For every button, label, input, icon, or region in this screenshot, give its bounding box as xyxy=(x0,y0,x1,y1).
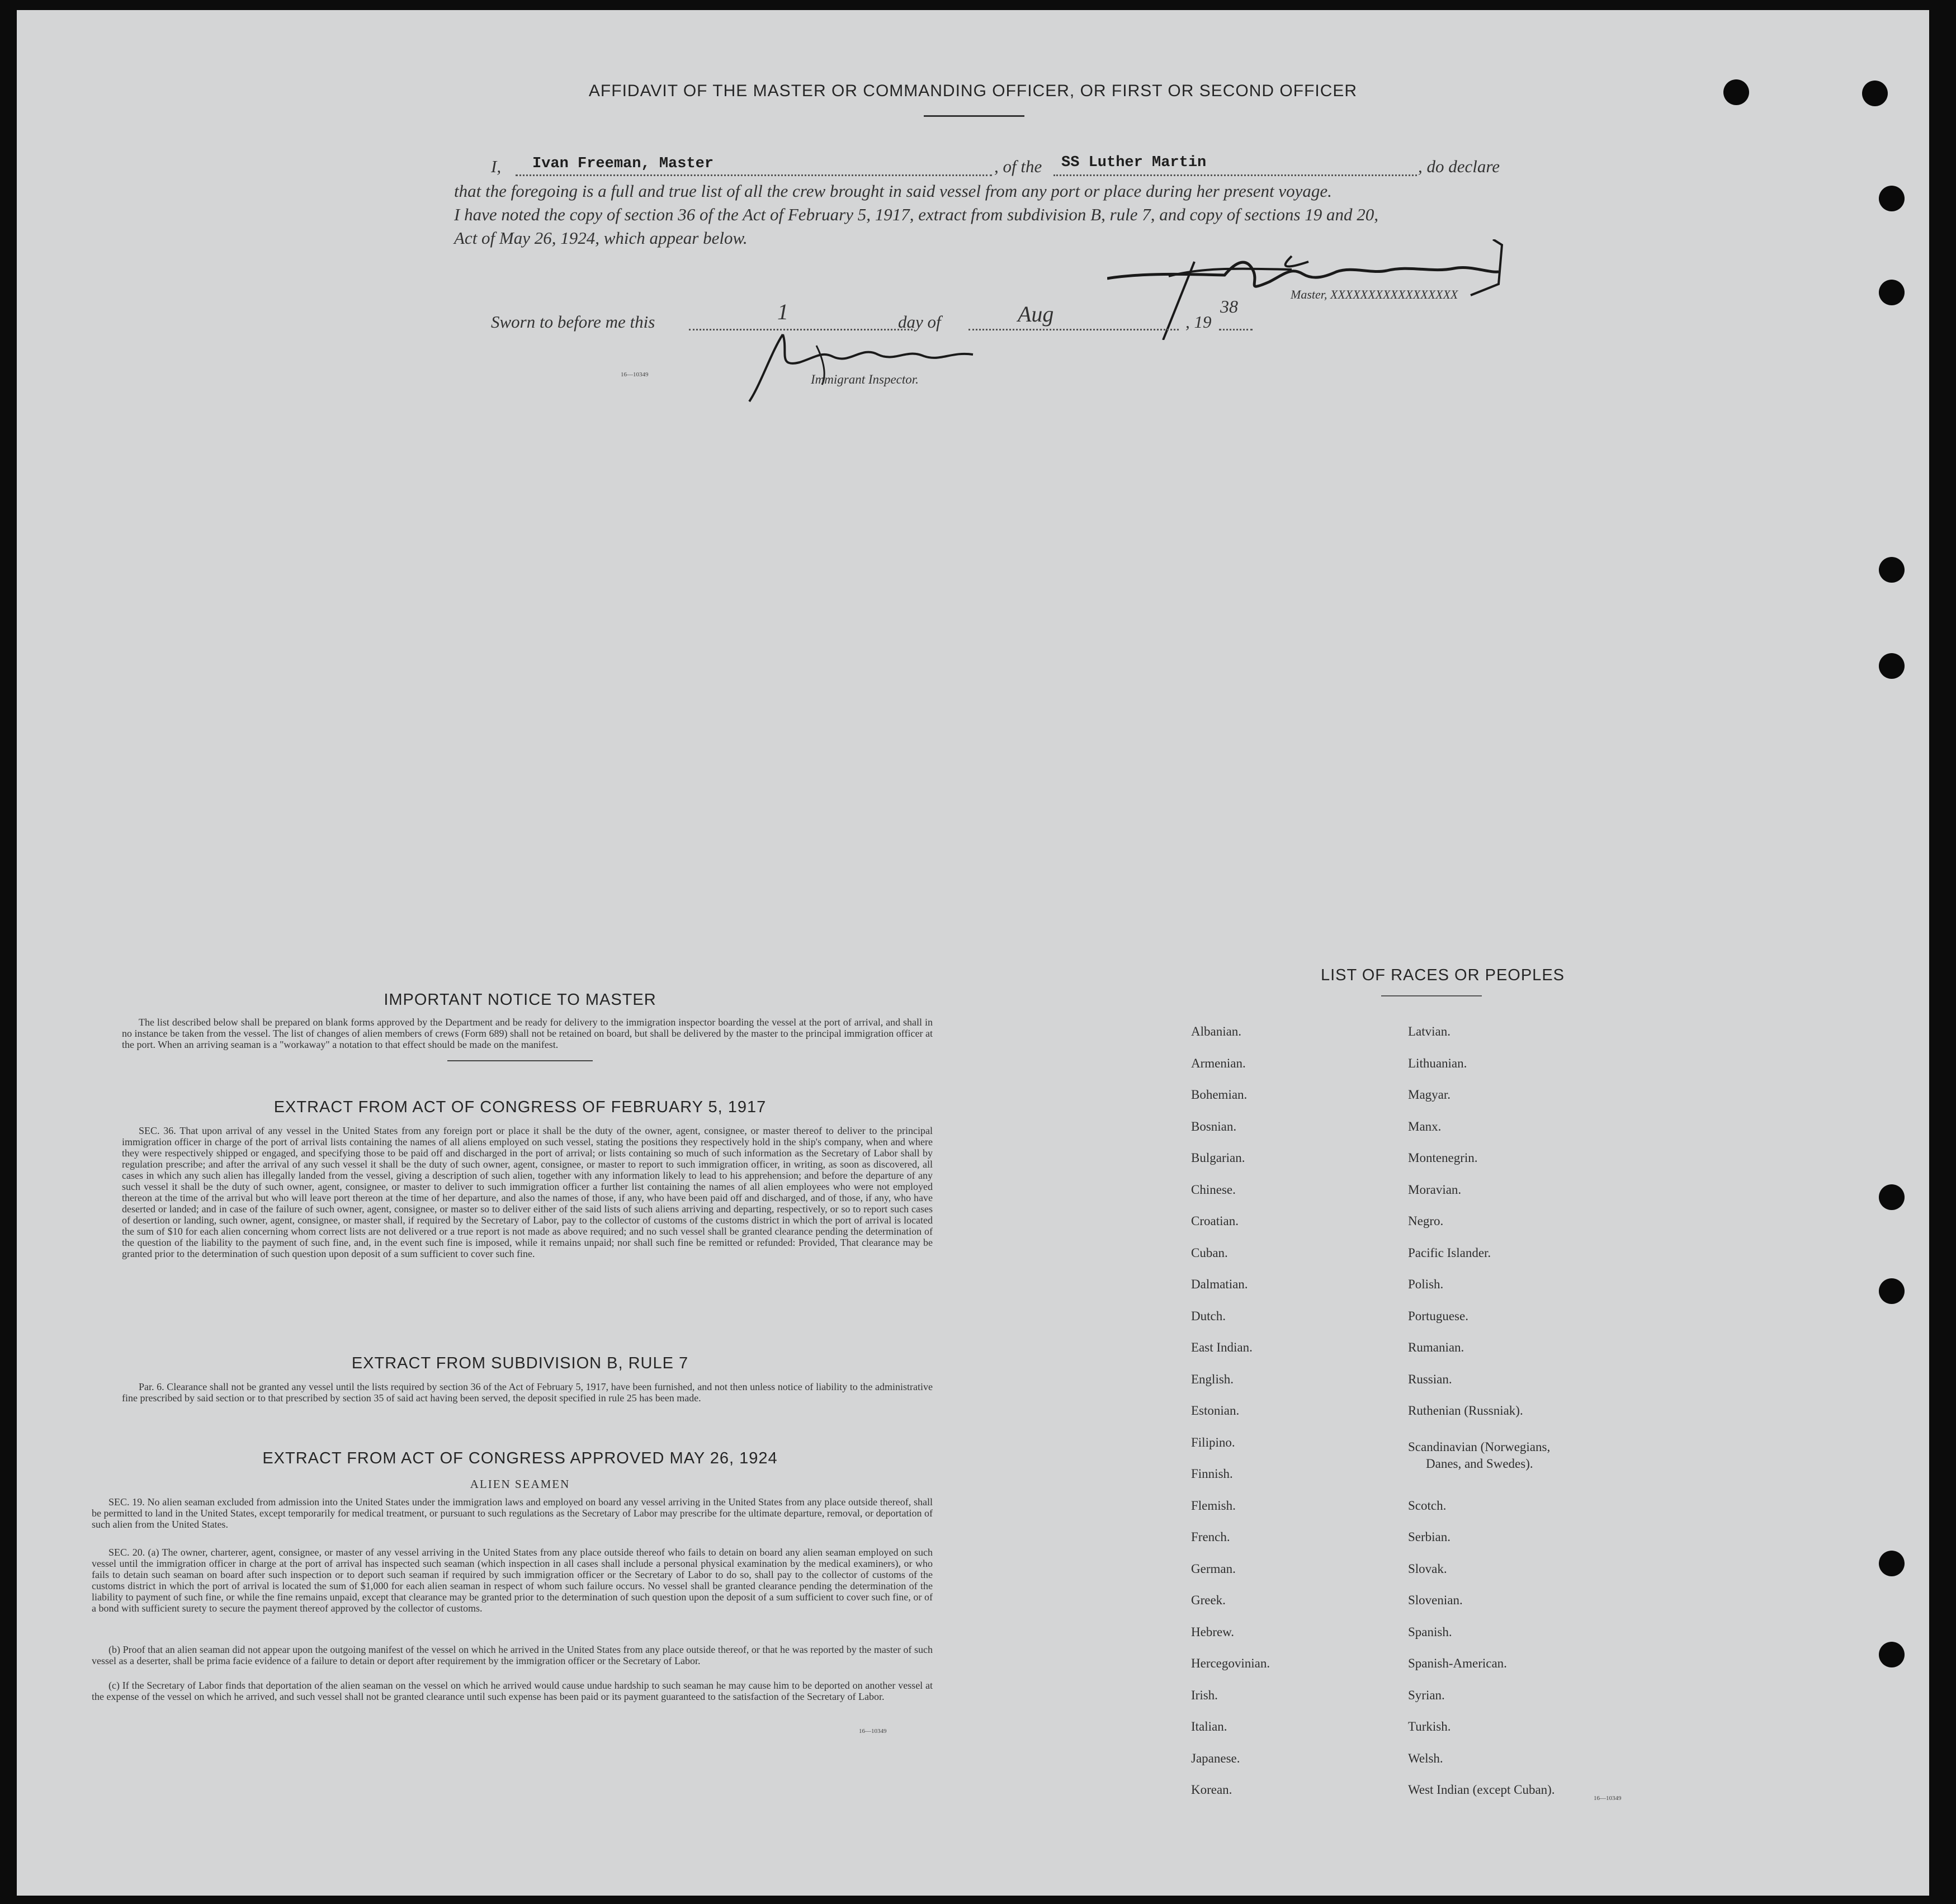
race-item: Portuguese. xyxy=(1408,1308,1468,1323)
month-line xyxy=(968,329,1179,330)
year-prefix: , 19 xyxy=(1185,312,1212,332)
master-caption: Master, XXXXXXXXXXXXXXXXX xyxy=(1291,287,1458,301)
race-item: Serbian. xyxy=(1408,1530,1451,1544)
race-item: Syrian. xyxy=(1408,1688,1445,1702)
punch-hole xyxy=(1879,1642,1905,1667)
do-declare-label: , do declare xyxy=(1418,157,1500,176)
race-item: Welsh. xyxy=(1408,1751,1443,1765)
year-line xyxy=(1219,329,1253,330)
affidavit-line-3: I have noted the copy of section 36 of the Act of February 5, 1917, extract from subdivision B, rule 7, and copy of sections 19 and 20, xyxy=(454,205,1379,224)
punch-hole xyxy=(1879,653,1905,679)
race-item: Slovenian. xyxy=(1408,1593,1463,1607)
day-value: 1 xyxy=(777,299,788,324)
extract-rule7-text: Par. 6. Clearance shall not be granted any vessel until the lists required by section 36 of the Act of February 5, 1917, have been furnished, and not then unless notice of liability to the administrative fine prescribed by said section or to that prescribed by section 35 of said act having been served, the deposit specified in rule 25 has been made. xyxy=(122,1381,933,1404)
extract-1924-heading: EXTRACT FROM ACT OF CONGRESS APPROVED MAY 26, 1924 xyxy=(262,1449,778,1467)
punch-hole xyxy=(1879,1278,1905,1304)
divider xyxy=(447,1060,593,1061)
extract-1917-text: SEC. 36. That upon arrival of any vessel in the United States from any foreign port or place it shall be the duty of the owner, agent, consignee, or master thereof to deliver to the principal immigration officer in charge of the port of arrival lists containing the names of all aliens employed on such vessel, stating the positions they respectively hold in the ship's company, when and where they were respectively shipped or engaged, and specifying those to be paid off and discharged in the port of arrival; or lists containing so much of such information as the Secretary of Labor shall by regulation prescribe; and after the arrival of any such vessel it shall be the duty of such owner, agent, consignee, or master to report to such immigration officer, in writing, as soon as discovered, all cases in which any such alien has illegally landed from the vessel, giving a description of such alien, together with any information likely to lead to his apprehension; and before the departure of any such vessel it shall be the duty of such owner, agent, consignee, or master to deliver to such immigration officer a further list containing the names of all alien employees who were not employed thereon at the time of the arrival but who will leave port thereon at the time of her departure, and also the names of those, if any, who have been paid off and discharged, and of those, if any, who have deserted or landed; and in case of the failure of such owner, agent, consignee, or master so to deliver either of the said lists of such aliens arriving and departing, respectively, or so to report such cases of desertion or landing, such owner, agent, consignee, or master shall, if required by the Secretary of Labor, pay to the collector of customs of the customs district in which the port of arrival is located the sum of $10 for each alien concerning whom correct lists are not delivered or a true report is not made as above required; and no such vessel shall be granted clearance pending the determination of the question of the liability to the payment of such fine, and, in the event such fine is imposed, while it remains unpaid; nor shall such fine be remitted or refunded: Provided, That clearance may be granted prior to the determination of such question upon deposit of a sum sufficient to cover such fine. xyxy=(122,1125,933,1259)
sworn-label: Sworn to before me this xyxy=(491,312,655,332)
race-item: Pacific Islander. xyxy=(1408,1245,1491,1260)
race-item: Turkish. xyxy=(1408,1719,1451,1733)
extract-1924-sec19: SEC. 19. No alien seaman excluded from admission into the United States under the immigration laws and employed on board any vessel arriving in the United States from any place outside thereof, shall be permitted to land in the United States, except temporarily for medical treatment, or pursuant to such regulations as the Secretary of Labor may prescribe for the ultimate departure, removal, or deportation of such alien from the United States. xyxy=(92,1496,933,1530)
race-item: Magyar. xyxy=(1408,1088,1451,1102)
race-item: Spanish. xyxy=(1408,1624,1452,1639)
affidavit-title: AFFIDAVIT OF THE MASTER OR COMMANDING OFFICER, OR FIRST OR SECOND OFFICER xyxy=(588,82,1358,100)
race-item: Danes, and Swedes). xyxy=(1426,1456,1533,1471)
race-item: Bosnian. xyxy=(1191,1119,1237,1133)
race-item: French. xyxy=(1191,1530,1230,1544)
race-item: Lithuanian. xyxy=(1408,1056,1467,1070)
affidavit-i-label: I, xyxy=(491,157,502,176)
race-item: Rumanian. xyxy=(1408,1340,1464,1354)
race-item: Korean. xyxy=(1191,1783,1232,1797)
affidavit-line-4: Act of May 26, 1924, which appear below. xyxy=(454,228,748,248)
race-item: Albanian. xyxy=(1191,1024,1242,1038)
race-item: East Indian. xyxy=(1191,1340,1253,1354)
race-item: Greek. xyxy=(1191,1593,1226,1607)
races-right-column xyxy=(1408,1024,1555,1815)
race-item: Scotch. xyxy=(1408,1498,1447,1513)
race-item: Moravian. xyxy=(1408,1182,1462,1197)
race-item: Dalmatian. xyxy=(1191,1277,1248,1291)
notice-heading: IMPORTANT NOTICE TO MASTER xyxy=(384,991,656,1009)
notice-text: The list described below shall be prepared on blank forms approved by the Department and be ready for delivery to the immigration inspector boarding the vessel at the port of arrival, and shall in no instance be taken from the vessel. The list of changes of alien members of crews (Form 689) shall not be retained on board, but shall be delivered by the master to the principal immigration officer at the port. When an arriving seaman is a "workaway" a notation to that effect should be made on the manifest. xyxy=(122,1017,933,1050)
race-item: Filipino. xyxy=(1191,1435,1235,1449)
race-item: Montenegrin. xyxy=(1408,1151,1478,1165)
form-number: 16—10349 xyxy=(1594,1795,1622,1802)
vessel-name: SS Luther Martin xyxy=(1061,154,1207,171)
race-item: Russian. xyxy=(1408,1372,1452,1386)
year-value: 38 xyxy=(1220,296,1238,316)
punch-hole xyxy=(1879,186,1905,211)
race-item: Negro. xyxy=(1408,1214,1444,1228)
race-item: Polish. xyxy=(1408,1277,1444,1291)
race-item: Bulgarian. xyxy=(1191,1151,1245,1165)
affidavit-line-2: that the foregoing is a full and true list of all the crew brought in said vessel from any port or place during her present voyage. xyxy=(454,181,1332,201)
race-item: West Indian (except Cuban). xyxy=(1408,1783,1555,1797)
race-item: Hercegovinian. xyxy=(1191,1656,1270,1670)
extract-rule7-heading: EXTRACT FROM SUBDIVISION B, RULE 7 xyxy=(351,1354,689,1372)
race-item: Estonian. xyxy=(1191,1404,1240,1418)
race-item: Dutch. xyxy=(1191,1308,1226,1323)
races-heading: LIST OF RACES OR PEOPLES xyxy=(1320,966,1565,984)
form-number: 16—10349 xyxy=(621,371,649,378)
race-item: English. xyxy=(1191,1372,1234,1386)
race-item: Italian. xyxy=(1191,1719,1227,1733)
race-item: Japanese. xyxy=(1191,1751,1240,1765)
race-item: Hebrew. xyxy=(1191,1624,1235,1639)
race-item: German. xyxy=(1191,1561,1236,1576)
of-the-label: , of the xyxy=(994,157,1042,176)
race-item: Manx. xyxy=(1408,1119,1442,1133)
day-of-label: day of xyxy=(898,312,941,332)
name-line xyxy=(516,174,992,176)
punch-hole xyxy=(1879,280,1905,305)
race-item: Ruthenian (Russniak). xyxy=(1408,1404,1523,1418)
inspector-signature xyxy=(738,323,995,407)
race-item: Croatian. xyxy=(1191,1214,1239,1228)
extract-1924-sec20c: (c) If the Secretary of Labor finds that deportation of the alien seaman on the vessel on which he arrived would cause undue hardship to such seaman he may cause him to be deported on another vessel at the expense of the vessel on which he arrived, and such vessel shall not be granted clearance until such expense has been paid or its payment guaranteed to the satisfaction of the Secretary of Labor. xyxy=(92,1680,933,1702)
extract-1924-sec20a: SEC. 20. (a) The owner, charterer, agent, consignee, or master of any vessel arriving in the United States from any place outside thereof who fails to detain on board any alien seaman employed on such vessel until the immigration officer in charge at the port of arrival has inspected such seaman (which inspection in all cases shall include a personal physical examination by the medical examiners), or who fails to detain such seaman on board after such inspection or to deport such seaman if required by such immigration officer or the Secretary of Labor to do so, shall pay to the collector of customs of the customs district in which the port of arrival is located the sum of $1,000 for each alien seaman in respect of whom such failure occurs. No vessel shall be granted clearance pending the determination of the liability to payment of such fine, or while the fine remains unpaid, except that clearance may be granted prior to the determination of such question upon the deposit of a sum sufficient to cover such fine, or of a bond with sufficient surety to secure the payment thereof approved by the collector of customs. xyxy=(92,1547,933,1614)
document-page xyxy=(17,10,1929,1896)
divider xyxy=(1381,995,1482,996)
extract-1917-heading: EXTRACT FROM ACT OF CONGRESS OF FEBRUARY 5, 1917 xyxy=(273,1098,767,1116)
extract-1924-subheading: ALIEN SEAMEN xyxy=(470,1477,570,1491)
race-item: Bohemian. xyxy=(1191,1088,1248,1102)
race-item: Chinese. xyxy=(1191,1182,1236,1197)
race-item: Scandinavian (Norwegians, xyxy=(1408,1439,1551,1454)
form-number: 16—10349 xyxy=(859,1728,887,1735)
race-item: Slovak. xyxy=(1408,1561,1447,1576)
punch-hole xyxy=(1879,1551,1905,1576)
master-name: Ivan Freeman, Master xyxy=(532,155,714,172)
race-item: Spanish-American. xyxy=(1408,1656,1507,1670)
punch-hole xyxy=(1879,557,1905,583)
races-left-column xyxy=(1191,1024,1270,1815)
race-item: Irish. xyxy=(1191,1688,1218,1702)
race-item: Cuban. xyxy=(1191,1245,1228,1260)
race-item: Flemish. xyxy=(1191,1498,1236,1513)
inspector-caption: Immigrant Inspector. xyxy=(811,372,919,386)
punch-hole xyxy=(1879,1184,1905,1210)
vessel-line xyxy=(1053,174,1417,176)
extract-1924-sec20b: (b) Proof that an alien seaman did not appear upon the outgoing manifest of the vessel on which he arrived in the United States from any place outside thereof, or that he was reported by the master of such vessel as a deserter, shall be prima facie evidence of a failure to detain or deport after requirement by the immigration officer or the Secretary of Labor. xyxy=(92,1644,933,1666)
race-item: Armenian. xyxy=(1191,1056,1246,1070)
race-item: Latvian. xyxy=(1408,1024,1451,1038)
divider xyxy=(924,115,1024,117)
race-item: Finnish. xyxy=(1191,1467,1233,1481)
month-value: Aug xyxy=(1018,301,1054,327)
